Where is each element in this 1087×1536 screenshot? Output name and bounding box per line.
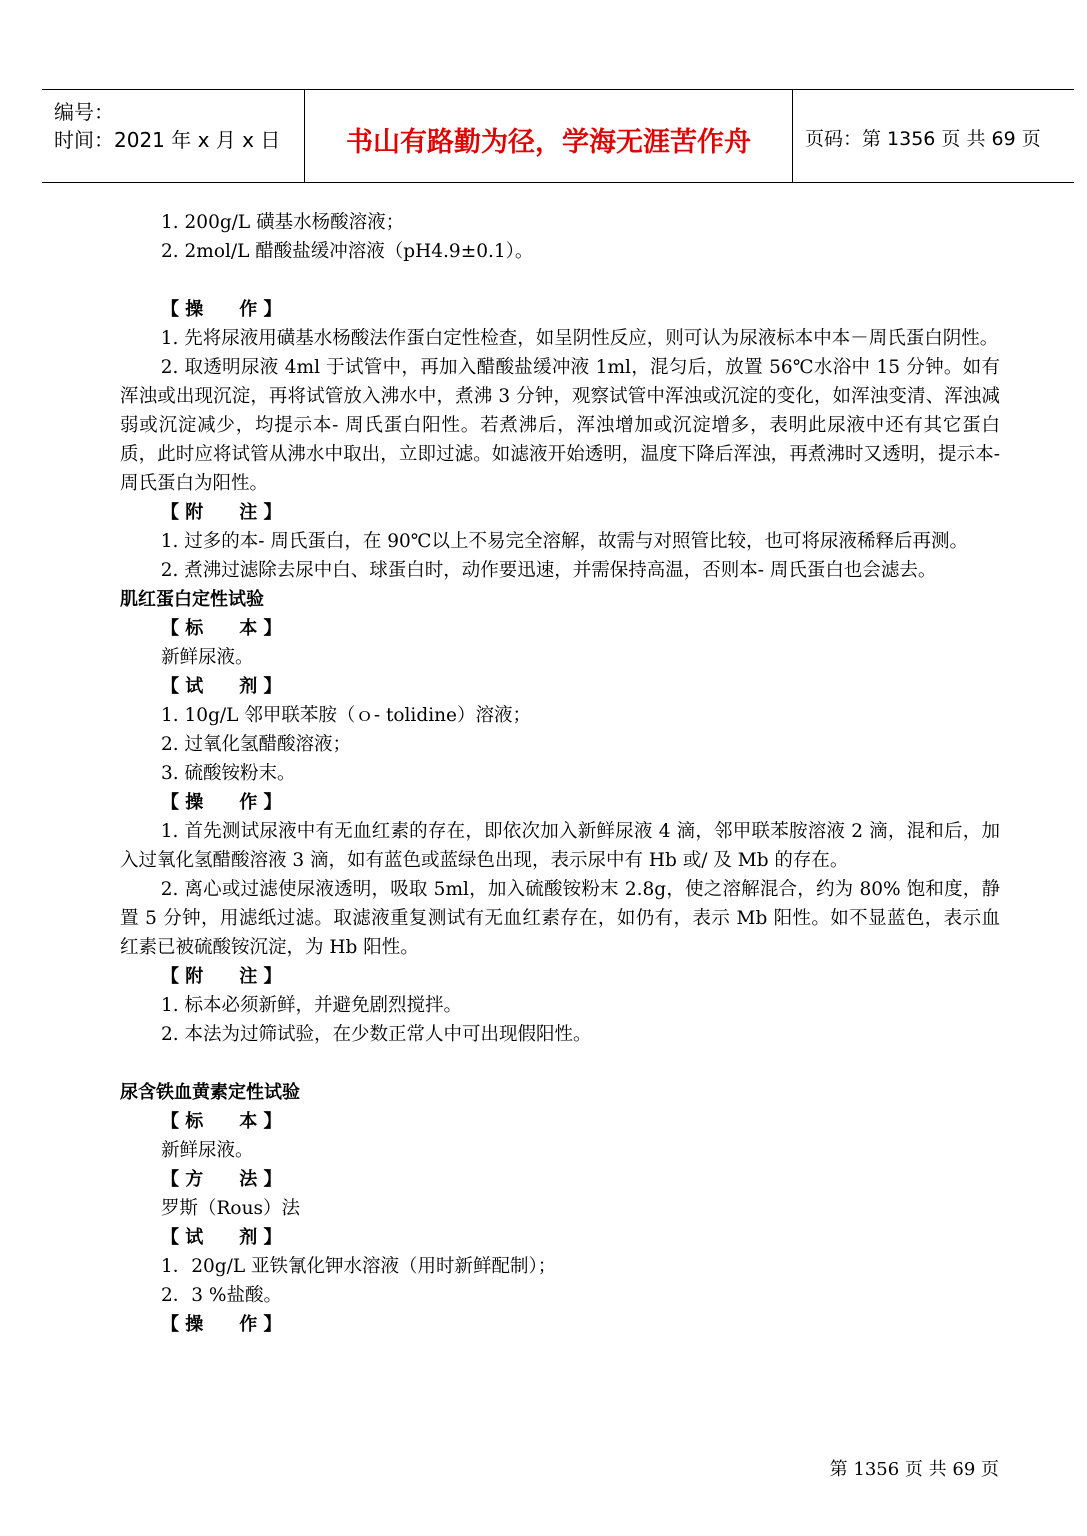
reagent-item: 1. 200g/L 磺基水杨酸溶液； — [161, 212, 405, 233]
section-heading: 【 标 本 】 — [161, 618, 282, 639]
section-heading: 【 操 作 】 — [161, 792, 282, 813]
section-heading: 【 附 注 】 — [161, 502, 282, 523]
test-title: 尿含铁血黄素定性试验 — [120, 1082, 300, 1103]
section-heading: 【 操 作 】 — [161, 1314, 282, 1335]
header-meta-cell — [42, 90, 305, 182]
paragraph: 2. 离心或过滤使尿液透明，吸取 5ml，加入硫酸铵粉末 2.8g，使之溶解混合，约为 80% 饱和度，静置 5 分钟，用滤纸过滤。取滤液重复测试有无血红素存在，如仍有，表示 Mb 阳性。如不显蓝色，表示血红素已被硫酸铵沉淀，为 Hb 阳性。 — [120, 879, 1000, 958]
paragraph: 2. 取透明尿液 4ml 于试管中，再加入醋酸盐缓冲液 1ml，混匀后，放置 56℃水浴中 15 分钟。如有浑浊或出现沉淀，再将试管放入沸水中，煮沸 3 分钟，观察试管中浑浊或沉淀的变化，如浑浊变清、浑浊减弱或沉淀减少，均提示本- 周氏蛋白阳性。若煮沸后，浑浊增加或沉淀增多，表明此尿液中还有其它蛋白质，此时应将试管从沸水中取出，立即过滤。如滤液开始透明，温度下降后浑浊，再煮沸时又透明，提示本- 周氏蛋白为阳性。 — [120, 357, 1000, 494]
paragraph: 2. 煮沸过滤除去尿中白、球蛋白时，动作要迅速，并需保持高温，否则本- 周氏蛋白也会滤去。 — [160, 560, 937, 581]
header-page-code: 页码：第 1356 页 共 69 页 — [805, 128, 1041, 150]
section-heading: 【 方 法 】 — [161, 1169, 282, 1190]
reagent-item: 2．3 %盐酸。 — [161, 1285, 283, 1306]
section-heading: 【 操 作 】 — [161, 299, 282, 320]
reagent-item: 1．20g/L 亚铁氰化钾水溶液（用时新鲜配制）； — [161, 1256, 557, 1277]
paragraph: 1. 过多的本- 周氏蛋白，在 90℃以上不易完全溶解，故需与对照管比较，也可将尿液稀释后再测。 — [160, 531, 968, 552]
section-heading: 【 试 剂 】 — [161, 676, 282, 697]
section-heading: 【 标 本 】 — [161, 1111, 282, 1132]
document-body — [120, 208, 1000, 1339]
paragraph: 罗斯（Rous）法 — [161, 1198, 300, 1219]
header-motto: 书山有路勤为径，学海无涯苦作舟 — [346, 127, 751, 158]
document-date-label: 时间：2021 年 x 月 x 日 — [54, 128, 281, 152]
reagent-item: 2. 2mol/L 醋酸盐缓冲溶液（pH4.9±0.1）。 — [161, 241, 534, 262]
paragraph: 1. 先将尿液用磺基水杨酸法作蛋白定性检查，如呈阴性反应，则可认为尿液标本中本－周氏蛋白阴性。 — [160, 328, 999, 349]
section-heading: 【 附 注 】 — [161, 966, 282, 987]
paragraph: 2. 本法为过筛试验，在少数正常人中可出现假阳性。 — [161, 1024, 592, 1045]
paragraph: 1. 标本必须新鲜，并避免剧烈搅拌。 — [161, 995, 463, 1016]
document-number-label: 编号： — [54, 100, 114, 124]
header-motto-cell — [305, 90, 793, 182]
reagent-item: 3. 硫酸铵粉末。 — [161, 763, 296, 784]
reagent-item: 2. 过氧化氢醋酸溶液； — [161, 734, 352, 755]
page-footer: 第 1356 页 共 69 页 — [829, 1459, 999, 1480]
section-heading: 【 试 剂 】 — [161, 1227, 282, 1248]
test-title: 肌红蛋白定性试验 — [120, 589, 264, 610]
paragraph: 新鲜尿液。 — [161, 1140, 254, 1161]
reagent-item: 1. 10g/L 邻甲联苯胺（ｏ- tolidine）溶液； — [161, 705, 531, 726]
header-page-cell — [793, 90, 1074, 182]
paragraph: 1. 首先测试尿液中有无血红素的存在，即依次加入新鲜尿液 4 滴，邻甲联苯胺溶液 2 滴，混和后，加入过氧化氢醋酸溶液 3 滴，如有蓝色或蓝绿色出现，表示尿中有 Hb 或/ 及 Mb 的存在。 — [120, 821, 1000, 871]
paragraph: 新鲜尿液。 — [161, 647, 254, 668]
page-header — [42, 89, 1074, 183]
